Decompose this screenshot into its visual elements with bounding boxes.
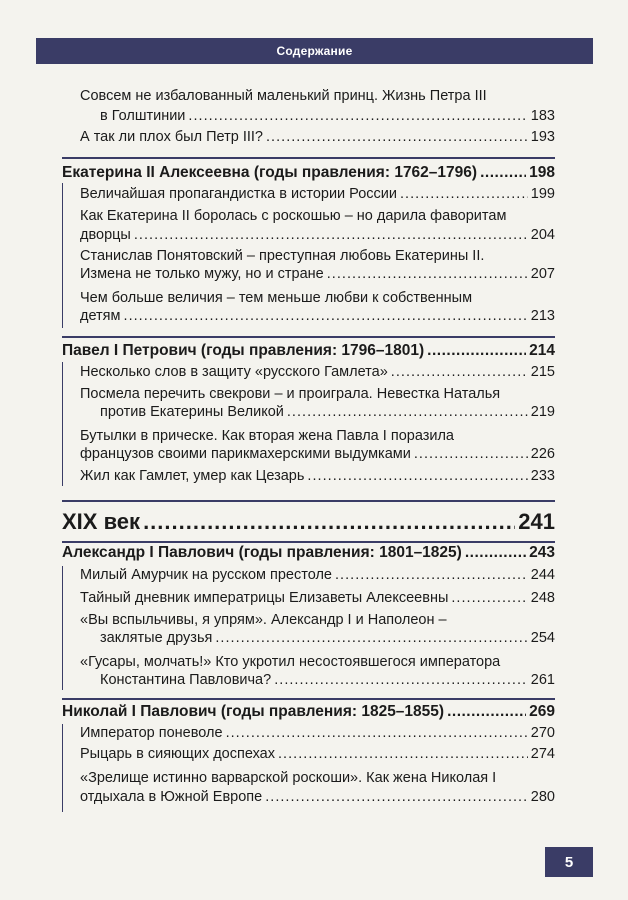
toc-entry-page: 261 — [530, 672, 555, 688]
toc-entry-title: Император поневоле — [80, 725, 223, 741]
toc-entry-title: Как Екатерина II боролась с роскошью – но дарила фаворитам — [80, 208, 507, 224]
dot-leader — [335, 567, 528, 583]
section-rule — [62, 157, 555, 159]
toc-entry-title-cont: отдыхала в Южной Европе — [80, 789, 263, 805]
section-rule — [62, 698, 555, 700]
toc-chapter-title: Александр I Павлович (годы правления: 1801–1825) — [62, 544, 462, 561]
toc-entry-page: 274 — [530, 746, 555, 762]
toc-entry-title: Жил как Гамлет, умер как Цезарь — [80, 468, 305, 484]
toc-chapter-page: 243 — [529, 544, 555, 561]
toc-entry-page: 183 — [530, 108, 555, 124]
toc-entry-title-cont: Измена не только мужу, но и стране — [80, 266, 324, 282]
toc-entry-title-cont: против Екатерины Великой — [100, 404, 284, 420]
toc-entry-title: Чем больше величия – тем меньше любви к собственным — [80, 290, 473, 306]
toc-entry-page: 199 — [530, 186, 555, 202]
toc-entry-title: Совсем не избалованный маленький принц. Жизнь Петра III — [80, 88, 487, 104]
toc-entry-title: Тайный дневник императрицы Елизаветы Алексеевны — [80, 590, 449, 606]
toc-entry-page: 233 — [530, 468, 555, 484]
dot-leader — [287, 404, 528, 420]
toc-entry-title-cont: заклятые друзья — [100, 630, 213, 646]
section-rule — [62, 336, 555, 338]
toc-chapter-page: 214 — [529, 342, 555, 359]
toc-entry-title: «Зрелище истинно варварской роскоши». Как жена Николая I — [80, 770, 497, 786]
toc-entry-page: 219 — [530, 404, 555, 420]
section-rule — [62, 541, 555, 543]
toc-part-title: XIX век — [62, 509, 141, 534]
toc-entry-title: Бутылки в прическе. Как вторая жена Павла I поразила — [80, 428, 454, 444]
toc-entry-title: Посмела перечить свекрови – и проиграла. Невестка Наталья — [80, 386, 501, 402]
toc-entry-title: Величайшая пропагандистка в истории России — [80, 186, 397, 202]
toc-entry-page: 215 — [530, 364, 555, 380]
toc-entry-page: 204 — [530, 227, 555, 243]
toc-entry-title: Милый Амурчик на русском престоле — [80, 567, 332, 583]
page-number-badge — [545, 847, 593, 877]
toc-entry-title-cont: детям — [80, 308, 121, 324]
dot-leader — [188, 108, 527, 124]
dot-leader — [274, 672, 528, 688]
toc-entry-page: 244 — [530, 567, 555, 583]
dot-leader — [391, 364, 528, 380]
toc-entry-page: 254 — [530, 630, 555, 646]
toc-chapter-page: 269 — [529, 703, 555, 720]
toc-entry-page: 280 — [530, 789, 555, 805]
toc-entry-page: 270 — [530, 725, 555, 741]
dot-leader — [400, 186, 528, 202]
toc-chapter-page: 198 — [529, 164, 555, 181]
toc-entry-title-cont: дворцы — [80, 227, 131, 243]
toc-entry-page: 193 — [530, 129, 555, 145]
toc-chapter-title: Николай I Павлович (годы правления: 1825–1855) — [62, 703, 445, 720]
dot-leader — [266, 129, 528, 145]
dot-leader — [134, 227, 528, 243]
toc-entry-title: А так ли плох был Петр III? — [80, 129, 263, 145]
toc-entry-title: «Вы вспыльчивы, я упрям». Александр I и Наполеон – — [80, 612, 447, 628]
toc-entry-title-cont: в Голштинии — [100, 108, 186, 124]
header-title: Содержание — [276, 44, 353, 58]
dot-leader — [307, 468, 527, 484]
toc-entry-title: Несколько слов в защиту «русского Гамлета» — [80, 364, 388, 380]
toc-chapter-title: Екатерина II Алексеевна (годы правления: 1762–1796) — [62, 164, 478, 181]
toc-chapter-title: Павел I Петрович (годы правления: 1796–1801) — [62, 342, 425, 359]
toc-entry-title: «Гусары, молчать!» Кто укротил несостоявшегося императора — [80, 654, 501, 670]
dot-leader — [278, 746, 528, 762]
toc-entry-page: 226 — [530, 446, 555, 462]
dot-leader — [451, 590, 527, 606]
toc-entry-title: Рыцарь в сияющих доспехах — [80, 746, 275, 762]
dot-leader — [465, 544, 526, 562]
dot-leader — [215, 630, 527, 646]
toc-entry-title-cont: французов своими парикмахерскими выдумками — [80, 446, 411, 462]
dot-leader — [427, 342, 526, 360]
toc-entry-title-cont: Константина Павловича? — [100, 672, 272, 688]
dot-leader — [143, 509, 515, 535]
toc-entry-page: 248 — [530, 590, 555, 606]
dot-leader — [124, 308, 528, 324]
toc-entry-title: Станислав Понятовский – преступная любовь Екатерины II. — [80, 248, 485, 264]
page-number: 5 — [564, 853, 574, 871]
dot-leader — [480, 164, 526, 182]
dot-leader — [327, 266, 528, 282]
dot-leader — [447, 703, 526, 721]
toc-entry-page: 213 — [530, 308, 555, 324]
dot-leader — [414, 446, 528, 462]
dot-leader — [265, 789, 528, 805]
dot-leader — [226, 725, 528, 741]
toc-part-page: 241 — [518, 509, 555, 534]
section-rule — [62, 500, 555, 502]
toc-entry-page: 207 — [530, 266, 555, 282]
